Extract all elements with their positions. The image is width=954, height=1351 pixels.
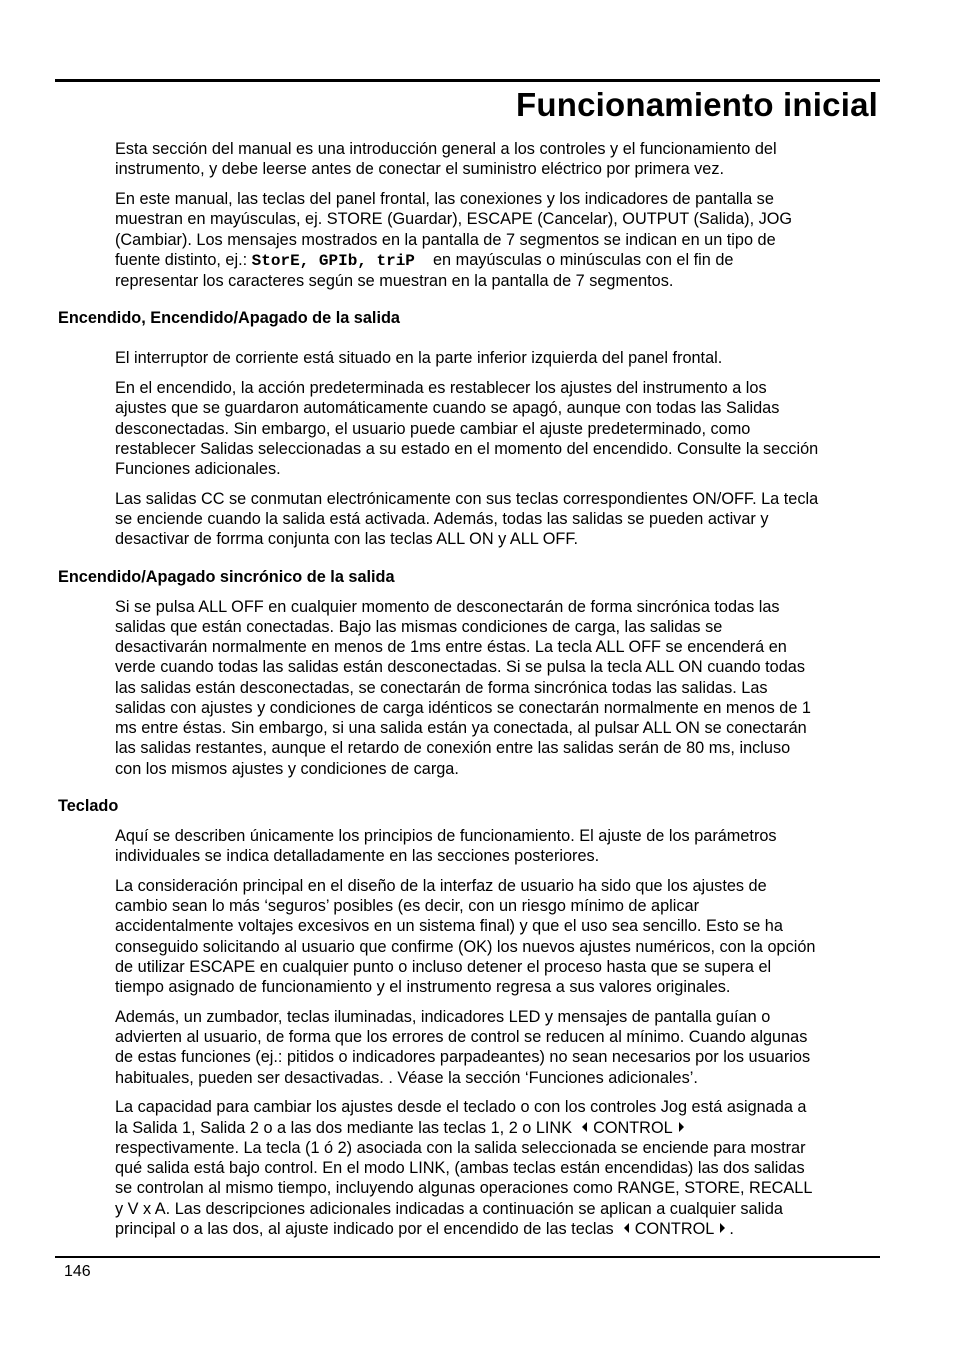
text-line: ms entre éstas. Sin embargo, si una salida están ya conectada, al pulsar ALL ON se conectarán <box>115 719 807 737</box>
text-line <box>115 1118 883 1138</box>
section-heading: Teclado <box>58 796 119 815</box>
paragraph <box>115 189 883 291</box>
page-number: 146 <box>64 1263 91 1280</box>
text-line: con los mismos ajustes y condiciones de carga. <box>115 759 459 778</box>
text-line: las salidas restantes, aunque el retardo de conexión entre las salidas serán de 80 ms, incluso <box>115 739 791 758</box>
text-line: (Cambiar). Los mensajes mostrados en la pantalla de 7 segmentos se indican en un tipo de <box>115 230 776 249</box>
text-line: instrumento, y debe leerse antes de conectar el suministro eléctrico por primera vez. <box>115 160 725 179</box>
text-line: se controlan al mismo tiempo, incluyendo algunas operaciones como RANGE, STORE, RECALL <box>115 1179 813 1198</box>
top-rule <box>55 79 880 82</box>
paragraph <box>115 378 883 479</box>
text-line: advierten al usuario, de forma que los errores de control se reducen al mínimo. Cuando algunas <box>115 1028 808 1046</box>
text-line: se enciende cuando la salida está activada. Además, todas las salidas se pueden activar y <box>115 510 769 528</box>
text-line: y V x A. Las descripciones adicionales indicadas a continuación se aplican a cualquier salida <box>115 1199 783 1218</box>
text-line: las salidas están desconectadas, se conectarán de forma sincrónica todas las salidas. Las <box>115 678 768 697</box>
text-line: restablecer Salidas seleccionadas a su estado en el momento del encendido. Consulte la sección <box>115 439 819 458</box>
triangle-right-icon <box>720 1223 725 1233</box>
section-heading: Encendido, Encendido/Apagado de la salida <box>58 309 400 328</box>
text-line: conseguido solicitando al usuario que confirme (OK) los nuevos ajustes numéricos, con la opción <box>115 937 816 956</box>
text-segment: principal o a las dos, al ajuste indicado por el encendido de las teclas <box>115 1219 614 1238</box>
text-line: de estas funciones (ej.: pitidos o indicadores parpadeantes) no sean necesarios por los usuarios <box>115 1048 811 1067</box>
text-line: Funciones adicionales. <box>115 460 281 478</box>
paragraph <box>115 139 883 180</box>
text-line: El interruptor de corriente está situado en la parte inferior izquierda del panel frontal. <box>115 349 723 368</box>
text-line: salidas que están conectadas. Bajo las mismas condiciones de carga, las salidas se <box>115 617 723 636</box>
text-line: ajustes que se guardaron automáticamente cuando se apagó, aunque con todas las Salidas <box>115 399 780 418</box>
text-line: desactivarán normalmente en menos de 1ms entre éstas. La tecla ALL OFF se encenderá en <box>115 638 787 656</box>
text-line: La consideración principal en el diseño de la interfaz de usuario ha sido que los ajustes de <box>115 876 767 895</box>
text-line: muestran en mayúsculas, ej. STORE (Guardar), ESCAPE (Cancelar), OUTPUT (Salida), JOG <box>115 210 793 229</box>
triangle-left-icon <box>582 1122 587 1132</box>
text-line: tiempo asignado de funcionamiento y el instrumento regresa a sus valores originales. <box>115 978 731 996</box>
text-line: desactivar de forrma conjunta con las teclas ALL ON y ALL OFF. <box>115 530 579 549</box>
text-line: respectivamente. La tecla (1 ó 2) asociada con la salida seleccionada se enciende para mostrar <box>115 1138 806 1157</box>
text-line <box>115 1219 883 1239</box>
paragraph <box>115 1097 883 1239</box>
text-line: La capacidad para cambiar los ajustes desde el teclado o con los controles Jog está asignada a <box>115 1098 807 1117</box>
display-message-example: StorE, GPIb, triP <box>251 251 415 270</box>
text-segment: CONTROL <box>593 1118 673 1137</box>
text-line: Aquí se describen únicamente los principios de funcionamiento. El ajuste de los parámetros <box>115 826 777 845</box>
paragraph <box>115 597 883 779</box>
text-line: verde cuando todas las salidas están desconectadas. Si se pulsa la tecla ALL ON cuando todas <box>115 658 805 677</box>
page-title: Funcionamiento inicial <box>516 86 878 123</box>
paragraph <box>115 826 883 867</box>
text-line: Esta sección del manual es una introducción general a los controles y el funcionamiento del <box>115 140 777 158</box>
paragraph <box>115 489 883 550</box>
text-line: desconectadas. Sin embargo, el usuario puede cambiar el ajuste predeterminado, como <box>115 419 751 438</box>
text-line: cambio sean lo más ‘seguros’ posibles (es decir, con un riesgo mínimo de aplicar <box>115 897 699 915</box>
text-line: Si se pulsa ALL OFF en cualquier momento de desconectarán de forma sincrónica todas las <box>115 597 780 616</box>
text-line: Además, un zumbador, teclas iluminadas, indicadores LED y mensajes de pantalla guían o <box>115 1007 771 1026</box>
paragraph <box>115 1007 883 1088</box>
text-line: salidas con ajustes y condiciones de carga idénticos se conectarán normalmente en menos de 1 <box>115 698 811 717</box>
triangle-right-icon <box>679 1122 684 1132</box>
text-line: En el encendido, la acción predeterminada es restablecer los ajustes del instrumento a los <box>115 379 767 397</box>
section-heading: Encendido/Apagado sincrónico de la salida <box>58 567 395 586</box>
text-segment: en mayúsculas o minúsculas con el fin de <box>414 250 734 269</box>
text-line: qué salida está bajo control. En el modo LINK, (ambas teclas están encendidas) las dos salidas <box>115 1159 805 1177</box>
text-line <box>115 250 883 271</box>
text-line: representar los caracteres según se muestran en la pantalla de 7 segmentos. <box>115 272 674 290</box>
bottom-rule <box>55 1256 880 1258</box>
text-segment: fuente distinto, ej.: <box>115 250 252 269</box>
paragraph <box>115 876 883 998</box>
document-body <box>58 139 883 1249</box>
text-line: Las salidas CC se conmutan electrónicamente con sus teclas correspondientes ON/OFF. La tecla <box>115 489 819 508</box>
text-segment: . <box>729 1219 734 1238</box>
text-segment: la Salida 1, Salida 2 o a las dos mediante las teclas 1, 2 o LINK <box>115 1118 573 1137</box>
text-line: accidentalmente voltajes excesivos en un sistema final) y que el uso sea sencillo. Esto se ha <box>115 917 783 936</box>
text-line: En este manual, las teclas del panel frontal, las conexiones y los indicadores de pantalla se <box>115 190 774 208</box>
triangle-left-icon <box>624 1223 629 1233</box>
text-segment: CONTROL <box>634 1219 715 1238</box>
paragraph <box>115 348 883 368</box>
text-line: individuales se indica detalladamente en las secciones posteriores. <box>115 847 600 865</box>
text-line: habituales, pueden ser desactivadas. . Véase la sección ‘Funciones adicionales’. <box>115 1068 698 1087</box>
text-line: de utilizar ESCAPE en cualquier punto o incluso detener el proceso hasta que se supera el <box>115 957 772 976</box>
